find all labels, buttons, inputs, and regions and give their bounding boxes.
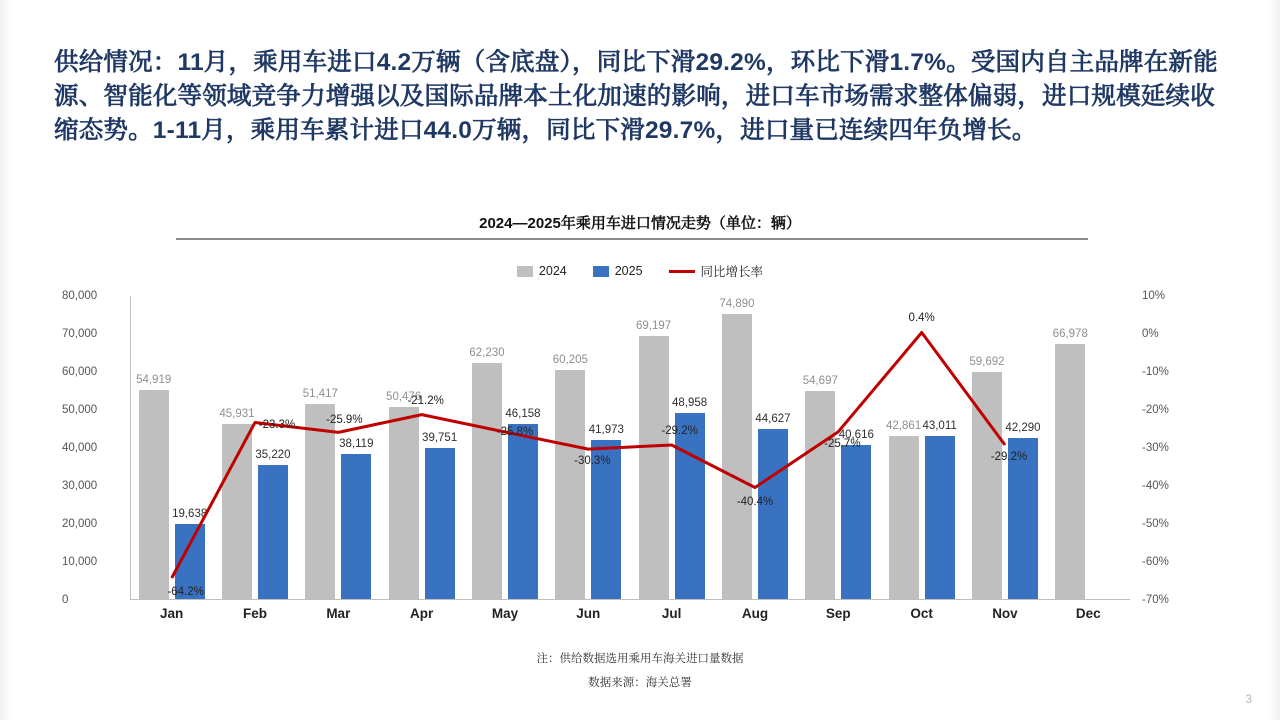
bar-label-2024: 59,692 xyxy=(969,356,1005,369)
bar-label-2025: 48,958 xyxy=(672,396,708,409)
y-tick-right: 0% xyxy=(1142,328,1159,340)
y-tick-right: -50% xyxy=(1142,518,1169,530)
y-tick-right: -30% xyxy=(1142,442,1169,454)
bar-label-2024: 69,197 xyxy=(636,320,672,333)
y-axis-left-ticks xyxy=(62,290,122,606)
bar-label-2024: 54,697 xyxy=(802,375,838,388)
bar-label-2024: 60,205 xyxy=(552,354,588,367)
x-tick-label: Mar xyxy=(326,606,351,621)
chart-plot-area xyxy=(62,290,1169,606)
bar-label-2024: 54,919 xyxy=(136,374,172,387)
growth-rate-label: -23.3% xyxy=(258,418,296,431)
growth-rate-label: -64.2% xyxy=(167,585,204,598)
legend-label-2024: 2024 xyxy=(538,264,567,278)
growth-rate-label: -29.2% xyxy=(990,450,1028,463)
growth-rate-label: 0.4% xyxy=(908,312,935,325)
y-tick-right: -60% xyxy=(1142,556,1169,568)
bar-label-2024: 74,890 xyxy=(719,298,755,311)
legend-swatch-growth-rate xyxy=(669,270,695,273)
bar-label-2025: 39,751 xyxy=(422,431,458,444)
legend-swatch-2024 xyxy=(517,266,533,277)
growth-rate-label: -21.2% xyxy=(407,394,444,407)
growth-rate-label: -30.3% xyxy=(574,455,611,468)
legend-item-2024 xyxy=(517,264,567,278)
x-tick-label: Dec xyxy=(1075,606,1101,621)
y-tick-left: 60,000 xyxy=(62,366,98,378)
bar-label-2025: 46,158 xyxy=(505,407,541,420)
bar-label-2024: 66,978 xyxy=(1052,328,1088,341)
x-tick-label: Nov xyxy=(992,606,1018,621)
y-tick-right: -10% xyxy=(1142,366,1169,378)
growth-rate-label: -29.2% xyxy=(661,424,698,437)
bar-label-2025: 40,616 xyxy=(838,428,874,441)
y-tick-right: -20% xyxy=(1142,404,1169,416)
growth-rate-line xyxy=(130,296,1130,600)
y-tick-left: 40,000 xyxy=(62,442,98,454)
bar-label-2024: 50,476 xyxy=(386,391,422,404)
y-tick-left: 10,000 xyxy=(62,556,98,568)
bar-label-2025: 19,638 xyxy=(172,508,208,521)
x-tick-label: Jan xyxy=(160,606,184,621)
x-tick-label: Jun xyxy=(576,606,601,621)
legend-label-2025: 2025 xyxy=(614,264,643,278)
bar-label-2024: 51,417 xyxy=(302,387,338,400)
headline-text: 供给情况：11月，乘用车进口4.2万辆（含底盘），同比下滑29.2%，环比下滑1.7%。受国内自主品牌在新能源、智能化等领域竞争力增强以及国际品牌本土化加速的影响，进口车市场需求整体偏弱，进口规模延续收缩态势。1-11月，乘用车累计进口44.0万辆，同比下滑29.7%，进口量已连续四年负增长。 xyxy=(54,49,1218,144)
y-tick-left: 0 xyxy=(62,594,69,606)
y-tick-left: 50,000 xyxy=(62,404,98,416)
y-tick-right: -70% xyxy=(1142,594,1169,606)
bar-label-2025: 43,011 xyxy=(922,419,957,432)
title-divider xyxy=(176,238,1088,240)
bar-label-2025: 44,627 xyxy=(755,413,791,426)
growth-rate-label: -25.8% xyxy=(496,426,534,439)
x-tick-label: Apr xyxy=(410,606,434,621)
bar-label-2024: 42,861 xyxy=(886,420,922,433)
bar-label-2025: 35,220 xyxy=(255,449,291,462)
y-tick-left: 30,000 xyxy=(62,480,98,492)
y-axis-right-ticks xyxy=(1142,290,1202,606)
y-tick-right: -40% xyxy=(1142,480,1169,492)
chart-title: 2024—2025年乘用车进口情况走势（单位：辆） xyxy=(479,215,801,232)
growth-rate-label: -25.7% xyxy=(824,437,861,450)
x-tick-label: Oct xyxy=(910,606,933,621)
legend-label-growth-rate: 同比增长率 xyxy=(700,265,764,279)
x-tick-label: Sep xyxy=(825,606,851,621)
note-data-scope: 注：供给数据选用乘用车海关进口量数据 xyxy=(536,653,744,665)
growth-rate-label: -25.9% xyxy=(326,414,363,427)
bar-label-2025: 42,290 xyxy=(1005,422,1041,435)
legend-swatch-2025 xyxy=(593,266,609,277)
y-tick-left: 20,000 xyxy=(62,518,98,530)
note-data-source: 数据来源：海关总署 xyxy=(588,677,692,689)
legend-item-growth-rate xyxy=(669,262,764,280)
bar-label-2024: 62,230 xyxy=(469,346,505,359)
y-tick-right: 10% xyxy=(1142,290,1166,302)
bar-label-2025: 38,119 xyxy=(339,438,374,451)
x-tick-label: Feb xyxy=(242,606,267,621)
x-tick-label: May xyxy=(491,606,519,621)
x-tick-label: Aug xyxy=(741,606,769,621)
bar-label-2025: 41,973 xyxy=(588,423,624,436)
growth-rate-label: -40.4% xyxy=(736,495,774,508)
page-number: 3 xyxy=(1245,692,1252,706)
x-tick-label: Jul xyxy=(661,606,682,621)
x-axis-labels xyxy=(130,606,1130,621)
bar-label-2024: 45,931 xyxy=(219,408,255,421)
y-tick-left: 80,000 xyxy=(62,290,98,302)
y-tick-left: 70,000 xyxy=(62,328,98,340)
chart-legend xyxy=(0,262,1280,280)
legend-item-2025 xyxy=(593,264,643,278)
